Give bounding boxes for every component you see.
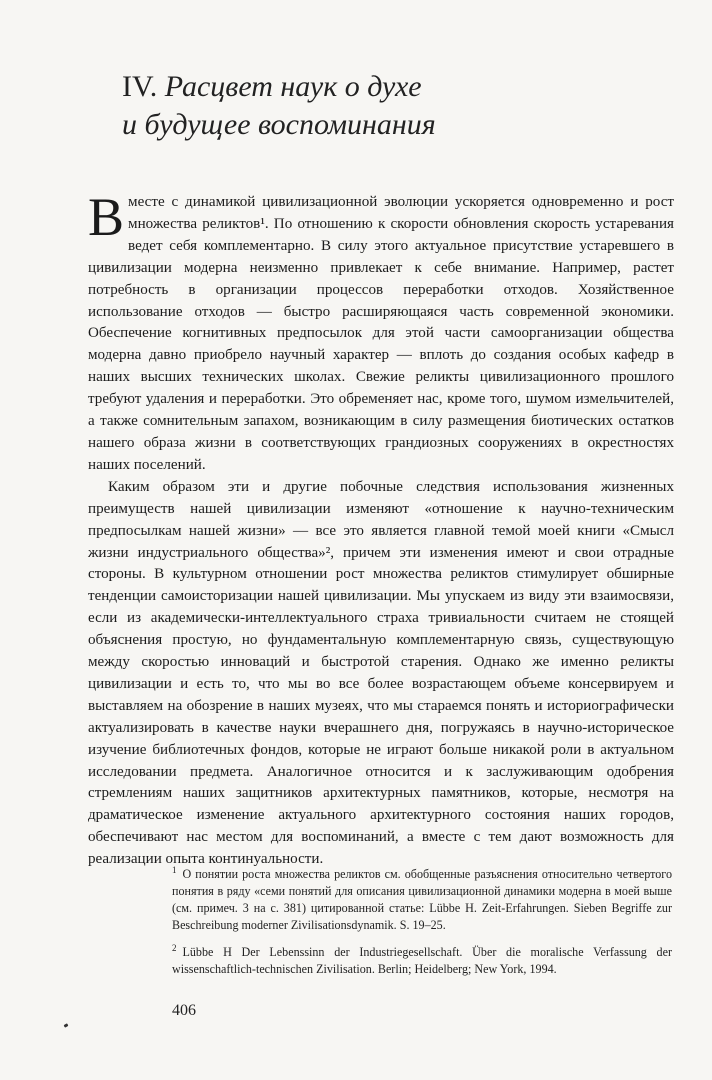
footnote-2 xyxy=(172,940,672,978)
footnote-text: О понятии роста множества реликтов см. обобщенные разъяснения относительно четвертого понятия в ряду «семи понятий для описания цивилизационной динамики модерна в моей выше (см. примеч. 3 на с. 381) цитированной статье: Lübbe H. Zeit-Erfahrungen. Sieben Begriffe zur Beschreibung moderner Zivilisationsdynamik. S. 19–25. xyxy=(172,867,672,933)
footnote-1 xyxy=(172,862,672,934)
footnote-mark: 1 xyxy=(172,865,177,875)
footnote-mark: 2 xyxy=(172,943,177,954)
chapter-title-line-1: Расцвет наук о духе xyxy=(164,70,422,103)
chapter-number: IV. xyxy=(122,70,158,103)
footnote-text: Lübbe H Der Lebenssinn der Industriegesellschaft. Über die moralische Verfassung der wissenschaftlich-technischen Zivilisation. Berlin; Heidelberg; New York, 1994. xyxy=(172,945,672,977)
body-text xyxy=(88,187,674,871)
page-number: 406 xyxy=(172,1002,196,1019)
paragraph-2: Каким образом эти и другие побочные следствия использования жизненных преимуществ нашей цивилизации изменяют «отношение к научно-техническим предпосылкам нашей жизни» — все это является главной темой моей книги «Смысл жизни индустриального общества»², причем эти изменения имеют и свои отрадные стороны. В культурном отношении рост множества реликтов стимулирует обширные тенденции самоисторизации нашей цивилизации. Мы упускаем из виду эти взаимосвязи, если из академически-интеллектуального страха тривиальности считаем не стоящей объяснения простую, но фундаментальную комплементарную связь, существующую между скоростью инноваций и быстротой старения. Однако же именно реликты цивилизации и есть то, что мы во все более возрастающем объеме консервируем и выставляем на обозрение в наших музеях, что мы стараемся понять и историографически актуализировать в качестве науки вчерашнего дня, погружаясь в научно-историческое изучение библиотечных фондов, которые не играют больше никакой роли в актуальном исследовании предмета. Аналогичное относится и к заслуживающим одобрения стремлениям наших защитников архитектурных памятников, которые, несмотря на драматическое изменение актуального архитектурного состояния наших городов, обеспечивают нас местом для воспоминаний, а вместе с тем дают возможность для реализации опыта континуальности. xyxy=(88,478,674,868)
chapter-title-line-2: и будущее воспоминания xyxy=(122,108,436,141)
drop-cap: В xyxy=(88,187,125,247)
paragraph-1 xyxy=(88,187,674,477)
footnotes xyxy=(172,862,672,984)
paragraph-1-text: месте с динамикой цивилизационной эволюции ускоряется одновременно и рост множества реликтов¹. По отношению к скорости обновления скорость устаревания ведет себя комплементарно. В силу этого актуальное присутствие устаревшего в цивилизации модерна неизменно привлекает к себе внимание. Например, растет потребность в организации процессов переработки отходов. Хозяйственное использование отходов — быстро расширяющаяся часть современной экономики. Обеспечение когнитивных предпосылок для этой части самоорганизации общества модерна давно приобрело научный характер — вплоть до создания особых кафедр в наших высших технических школах. Свежие реликты цивилизационного прошлого требуют удаления и переработки. Это обременяет нас, кроме того, шумом измельчителей, а также сомнительным запахом, возникающим в силу размещения биотических остатков нашего образа жизни в соответствующих грандиозных сооружениях в окрестностях наших поселений. xyxy=(88,194,674,473)
chapter-heading xyxy=(122,68,436,144)
scan-speck xyxy=(64,1023,69,1028)
